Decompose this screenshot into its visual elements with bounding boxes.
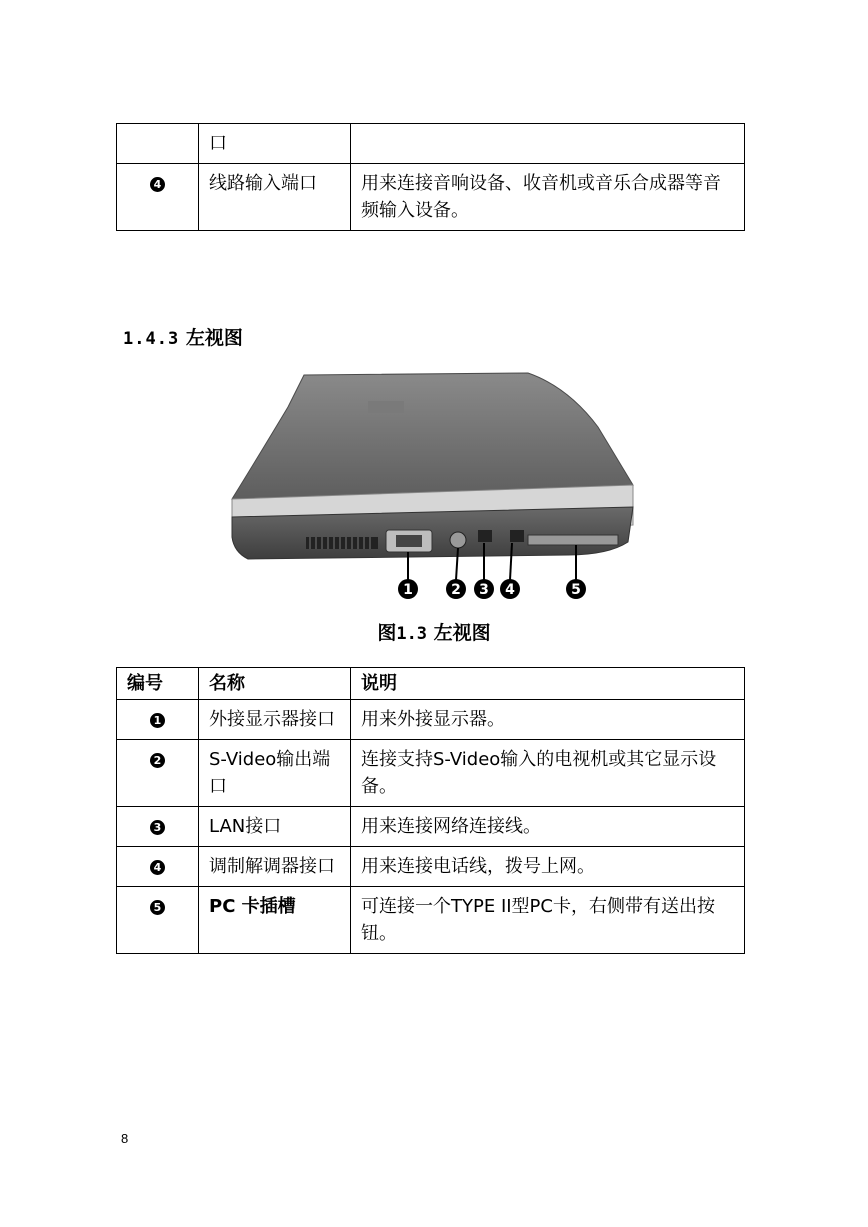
row-desc: 用来连接网络连接线。 — [351, 807, 745, 847]
table-row — [117, 887, 745, 954]
callout-5 — [566, 579, 586, 599]
row-number — [117, 164, 199, 231]
row-name: 口 — [199, 124, 351, 164]
svg-text:4: 4 — [505, 582, 515, 598]
row-desc: 用来连接电话线，拨号上网。 — [351, 847, 745, 887]
caption-prefix: 图 — [377, 622, 397, 644]
table-header-row — [117, 668, 745, 700]
row-name: 外接显示器接口 — [199, 700, 351, 740]
row-number — [117, 740, 199, 807]
port-spec-table — [116, 667, 745, 954]
svg-text:1: 1 — [403, 582, 413, 598]
row-name: LAN接口 — [199, 807, 351, 847]
row-name: 线路输入端口 — [199, 164, 351, 231]
row-number — [117, 124, 199, 164]
laptop-illustration — [228, 367, 634, 602]
row-desc: 用来外接显示器。 — [351, 700, 745, 740]
table-row — [117, 700, 745, 740]
circled-number: 3 — [150, 820, 165, 835]
row-name: 调制解调器接口 — [199, 847, 351, 887]
row-desc: 可连接一个TYPE II型PC卡，右侧带有送出按钮。 — [351, 887, 745, 954]
header-name: 名称 — [199, 668, 351, 700]
row-number — [117, 847, 199, 887]
laptop-left-view-figure — [228, 367, 634, 602]
page-number: 8 — [121, 1131, 129, 1146]
section-number: 1.4.3 — [123, 329, 180, 349]
caption-number: 1.3 — [396, 624, 428, 644]
svg-text:2: 2 — [451, 582, 461, 598]
row-number — [117, 700, 199, 740]
callout-1 — [398, 579, 418, 599]
circled-number: 4 — [150, 177, 165, 192]
table-row — [117, 164, 745, 231]
section-title-text: 左视图 — [185, 327, 243, 349]
figure-caption — [0, 620, 868, 647]
row-desc — [351, 124, 745, 164]
row-desc: 用来连接音响设备、收音机或音乐合成器等音频输入设备。 — [351, 164, 745, 231]
circled-number: 4 — [150, 860, 165, 875]
svg-text:3: 3 — [479, 582, 489, 598]
table-row — [117, 740, 745, 807]
row-number — [117, 887, 199, 954]
row-desc: 连接支持S-Video输入的电视机或其它显示设备。 — [351, 740, 745, 807]
circled-number: 5 — [150, 900, 165, 915]
circled-number: 2 — [150, 753, 165, 768]
header-num: 编号 — [117, 668, 199, 700]
table-row — [117, 847, 745, 887]
callout-3 — [474, 579, 494, 599]
row-name: S-Video输出端口 — [199, 740, 351, 807]
circled-number: 1 — [150, 713, 165, 728]
row-number — [117, 807, 199, 847]
callout-4 — [500, 579, 520, 599]
svg-text:5: 5 — [571, 582, 581, 598]
table-row — [117, 807, 745, 847]
top-table — [116, 123, 745, 231]
section-title — [123, 325, 243, 352]
row-name: PC 卡插槽 — [199, 887, 351, 954]
header-desc: 说明 — [351, 668, 745, 700]
table-row — [117, 124, 745, 164]
callout-2 — [446, 579, 466, 599]
caption-title: 左视图 — [433, 622, 491, 644]
